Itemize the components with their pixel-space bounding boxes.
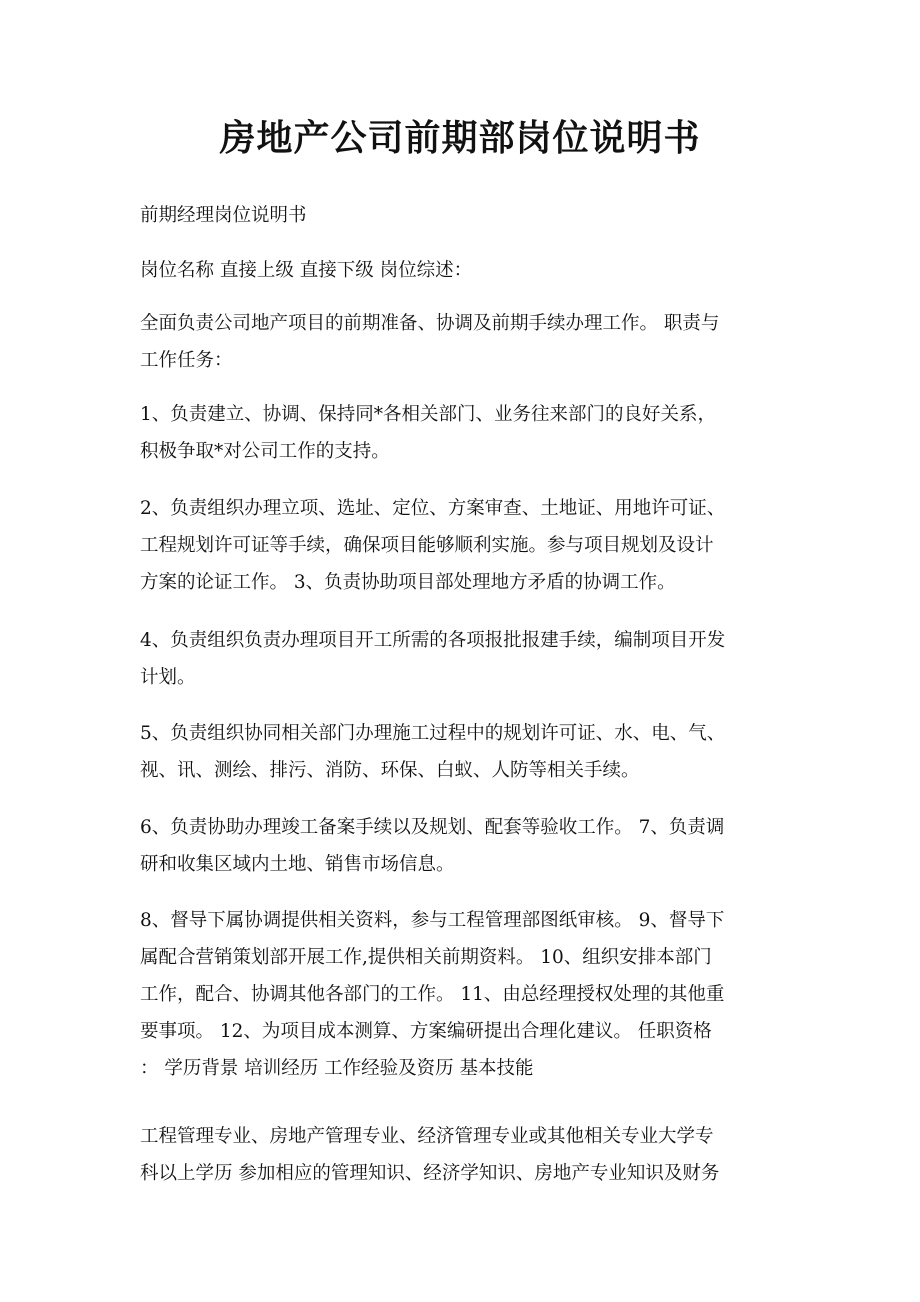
text-line: 6、负责协助办理竣工备案手续以及规划、配套等验收工作。 7、负责调 [140, 817, 725, 838]
text-line: 工作任务： [140, 350, 233, 371]
text-line: 工程规划许可证等手续，确保项目能够顺利实施。参与项目规划及设计 [140, 535, 714, 556]
paragraph-duty-2-3 [140, 490, 785, 601]
paragraph-subtitle [140, 197, 785, 234]
text-line: 科以上学历 参加相应的管理知识、经济学知识、房地产专业知识及财务 [140, 1163, 720, 1184]
text-line: 2、负责组织办理立项、选址、定位、方案审查、土地证、用地许可证、 [140, 498, 726, 519]
text-line: 4、负责组织负责办理项目开工所需的各项报批报建手续，编制项目开发 [140, 630, 726, 651]
text-line: 8、督导下属协调提供相关资料，参与工程管理部图纸审核。 9、督导下 [140, 910, 725, 931]
paragraph-duty-4 [140, 622, 785, 696]
text-line: 5、负责组织协同相关部门办理施工过程中的规划许可证、水、电、气、 [140, 723, 726, 744]
text-line: 视、讯、测绘、排污、消防、环保、白蚁、人防等相关手续。 [140, 760, 640, 781]
text-line: 属配合营销策划部开展工作,提供相关前期资料。 10、组织安排本部门 [140, 947, 712, 968]
text-line: 全面负责公司地产项目的前期准备、协调及前期手续办理工作。 职责与 [140, 313, 720, 334]
paragraph-duty-1 [140, 396, 785, 470]
text-line: 计划。 [140, 667, 196, 688]
text-line: ： 学历背景 培训经历 工作经验及资历 基本技能 [140, 1058, 534, 1079]
text-line: 前期经理岗位说明书 [140, 205, 307, 226]
paragraph-duty-8-12 [140, 902, 785, 1087]
text-line: 要事项。 12、为项目成本测算、方案编研提出合理化建议。 任职资格 [140, 1021, 712, 1042]
paragraph-qualifications [140, 1118, 785, 1192]
text-line: 方案的论证工作。 3、负责协助项目部处理地方矛盾的协调工作。 [140, 572, 676, 593]
paragraph-overview [140, 305, 785, 379]
text-line: 工作，配合、协调其他各部门的工作。 11、由总经理授权处理的其他重 [140, 984, 725, 1005]
text-line: 研和收集区域内土地、销售市场信息。 [140, 854, 455, 875]
page-title: 房地产公司前期部岗位说明书 [219, 117, 701, 159]
text-line: 岗位名称 直接上级 直接下级 岗位综述： [140, 260, 473, 281]
text-line: 积极争取*对公司工作的支持。 [140, 441, 390, 462]
paragraph-position-fields [140, 252, 785, 289]
text-line: 工程管理专业、房地产管理专业、经济管理专业或其他相关专业大学专 [140, 1126, 714, 1147]
text-line: 1、负责建立、协调、保持同*各相关部门、业务往来部门的良好关系， [140, 404, 717, 425]
paragraph-duty-6-7 [140, 809, 785, 883]
paragraph-duty-5 [140, 715, 785, 789]
